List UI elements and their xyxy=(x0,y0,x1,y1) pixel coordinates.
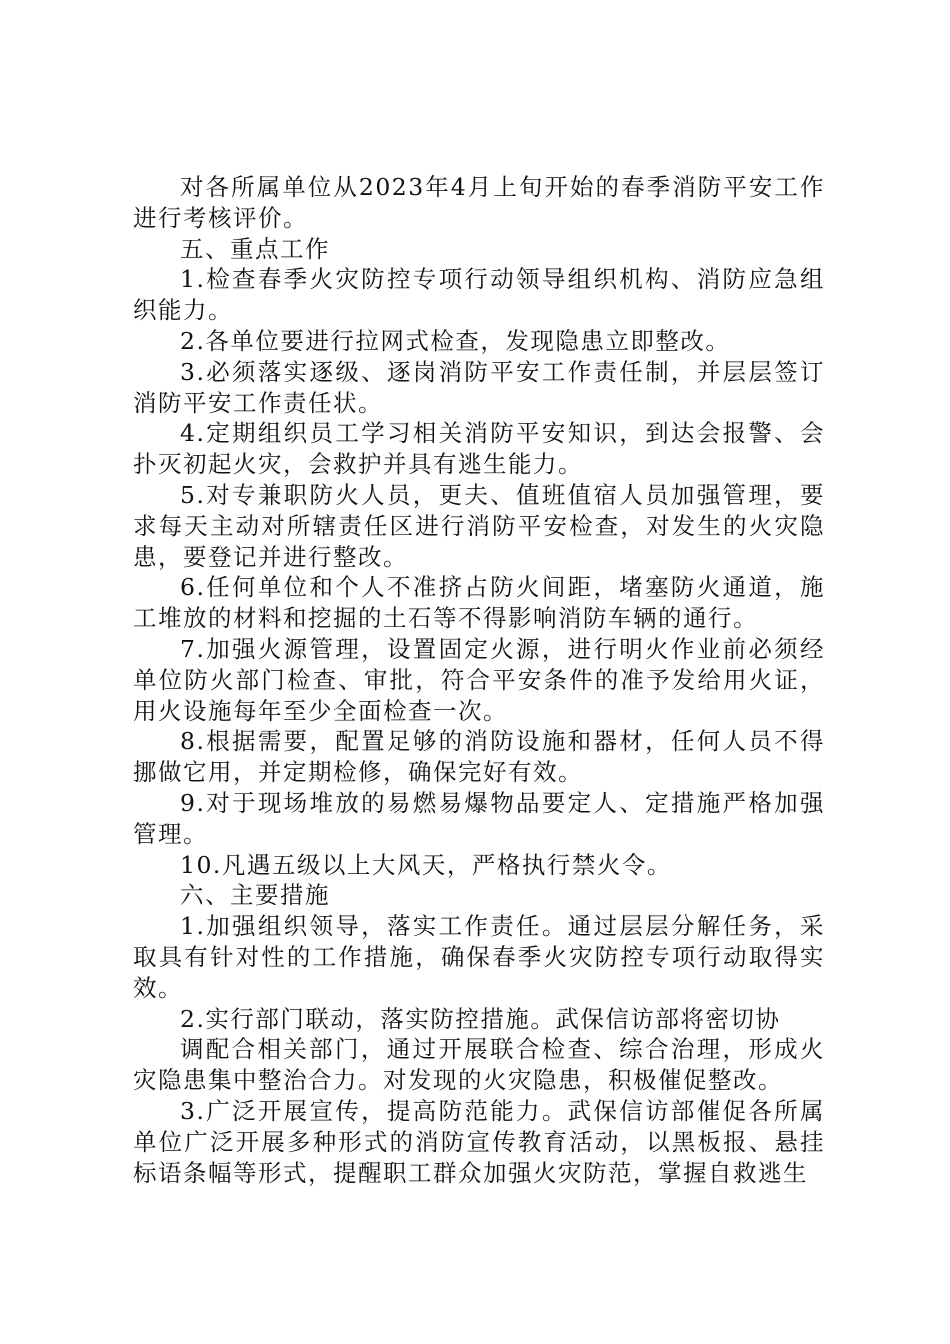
heading-main-measures: 六、主要措施 xyxy=(180,881,330,910)
paragraph-key-work-10: 10.凡遇五级以上大风天，严格执行禁火令。 xyxy=(180,850,672,879)
paragraph-key-work-9: 9.对于现场堆放的易燃易爆物品要定人、定措施严格加强管理。 xyxy=(133,788,825,848)
paragraph-measure-1: 1.加强组织领导，落实工作责任。通过层层分解任务，采取具有针对性的工作措施，确保春季火灾防控专项行动取得实效。 xyxy=(133,912,825,1002)
paragraph-assessment: 对各所属单位从2023年4月上旬开始的春季消防平安工作进行考核评价。 xyxy=(133,173,825,232)
paragraph-key-work-7: 7.加强火源管理，设置固定火源，进行明火作业前必须经单位防火部门检查、审批，符合平安条件的准予发给用火证，用火设施每年至少全面检查一次。 xyxy=(133,634,825,725)
paragraph-key-work-5: 5.对专兼职防火人员，更夫、值班值宿人员加强管理，要求每天主动对所辖责任区进行消防平安检查，对发生的火灾隐患，要登记并进行整改。 xyxy=(133,480,825,571)
paragraph-key-work-4: 4.定期组织员工学习相关消防平安知识，到达会报警、会扑灭初起火灾，会救护并具有逃生能力。 xyxy=(133,419,825,479)
document-body xyxy=(133,172,825,1188)
paragraph-measure-3: 3.广泛开展宣传，提高防范能力。武保信访部催促各所属单位广泛开展多种形式的消防宣传教育活动，以黑板报、悬挂标语条幅等形式，提醒职工群众加强火灾防范，掌握自救逃生 xyxy=(133,1096,825,1187)
heading-key-work: 五、重点工作 xyxy=(180,234,330,263)
paragraph-measure-2: 2.实行部门联动，落实防控措施。武保信访部将密切协 xyxy=(180,1004,781,1033)
paragraph-key-work-8: 8.根据需要，配置足够的消防设施和器材，任何人员不得挪做它用，并定期检修，确保完好有效。 xyxy=(133,727,825,787)
paragraph-key-work-1: 1.检查春季火灾防控专项行动领导组织机构、消防应急组织能力。 xyxy=(133,265,825,325)
paragraph-key-work-2: 2.各单位要进行拉网式检查，发现隐患立即整改。 xyxy=(180,326,731,355)
paragraph-key-work-3: 3.必须落实逐级、逐岗消防平安工作责任制，并层层签订消防平安工作责任状。 xyxy=(133,357,825,417)
paragraph-measure-2-continued: 调配合相关部门，通过开展联合检查、综合治理，形成火灾隐患集中整治合力。对发现的火灾隐患，积极催促整改。 xyxy=(133,1035,825,1095)
paragraph-key-work-6: 6.任何单位和个人不准挤占防火间距，堵塞防火通道，施工堆放的材料和挖掘的土石等不得影响消防车辆的通行。 xyxy=(133,573,825,633)
